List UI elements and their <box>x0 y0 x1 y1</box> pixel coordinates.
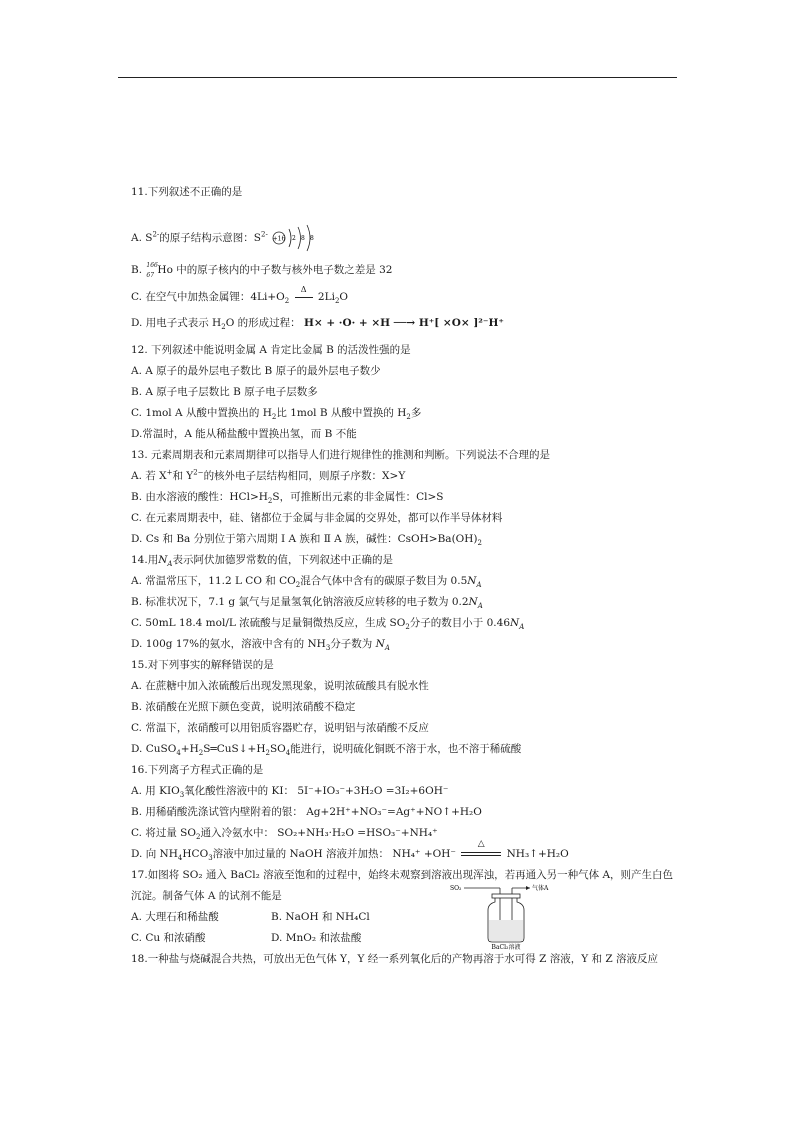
so2-inlet-label: SO₂ <box>450 885 462 892</box>
atomic-structure-diagram <box>271 224 319 252</box>
q15-option-c: C. 常温下，浓硝酸可以用铝质容器贮存，说明铝与浓硝酸不反应 <box>131 722 429 734</box>
q13-option-d: D. Cs 和 Ba 分别位于第六周期 Ⅰ A 族和 Ⅱ A 族，碱性：$CsOH>Ba(OH)_2$ <box>131 533 482 548</box>
shell-1-count: 2 <box>292 235 296 242</box>
q14-option-b: B. 标准状况下，7.1 g 氯气与足量氢氧化钠溶液反应转移的电子数为 $0.2N_A$ <box>131 596 483 611</box>
nucleus-label: +16 <box>272 235 286 243</box>
shell-3-count: 8 <box>310 235 314 242</box>
q16-option-b: B. 用稀硝酸洗涤试管内壁附着的银： Ag+2H⁺+NO₃⁻=Ag⁺+NO↑+H₂O <box>131 806 482 818</box>
q12-option-b: B. A 原子电子层数比 B 原子电子层数多 <box>131 386 318 398</box>
q12-option-c: C. 1mol A 从酸中置换出的 $H_2$比 1mol B 从酸中置换的 $H_2$多 <box>131 407 422 422</box>
shell-2-count: 8 <box>301 235 305 242</box>
gas-a-arrowhead <box>526 886 530 890</box>
q11-option-a: A. $S^{2-}$的原子结构示意图：$S^{2-}$ +16 2 8 8 <box>131 224 319 252</box>
q13-option-b: B. 由水溶液的酸性：$HCl>H_2S$，可推断出元素的非金属性：Cl>S <box>131 491 444 506</box>
q12-stem: 12. 下列叙述中能说明金属 A 肯定比金属 B 的活泼性强的是 <box>131 344 411 356</box>
q11-option-c: C. 在空气中加热金属锂：$4Li+O_2$ Δ $2Li_2O$ <box>131 285 349 306</box>
q15-option-a: A. 在蔗糖中加入浓硫酸后出现发黑现象，说明浓硫酸具有脱水性 <box>131 680 429 692</box>
heating-arrow: Δ <box>293 291 315 303</box>
q11-option-d: D. 用电子式表示 $H_2O$ 的形成过程： H× + ·O· + ×H ──→ H⁺[ ×O× ]²⁻H⁺ <box>131 317 504 332</box>
q12-option-d: D.常温时，A 能从稀盐酸中置换出氢，而 B 不能 <box>131 428 357 440</box>
gas-washing-bottle-figure <box>450 880 570 950</box>
q14-stem: 14.用$N_A$表示阿伏加德罗常数的值，下列叙述中正确的是 <box>131 554 393 569</box>
q14-option-d: D. 100g 17%的氨水，溶液中含有的 $NH_3$分子数为 $N_A$ <box>131 638 390 653</box>
q13-stem: 13. 元素周期表和元素周期律可以指导人们进行规律性的推测和判断。下列说法不合理的是 <box>131 449 551 461</box>
gas-a-label: 气体A <box>532 885 549 892</box>
heating-equals-sign: △ <box>459 848 503 860</box>
q16-option-c: C. 将过量 $SO_2$通入冷氨水中： SO₂+NH₃·H₂O =HSO₃⁻+NH₄⁺ <box>131 827 438 842</box>
q12-option-a: A. A 原子的最外层电子数比 B 原子的最外层电子数少 <box>131 365 381 377</box>
nuclide-notation: 166 67 <box>146 262 158 279</box>
q15-option-b: B. 浓硝酸在光照下颜色变黄，说明浓硝酸不稳定 <box>131 701 356 713</box>
electron-dot-formula: H× + ·O· + ×H ──→ H⁺[ ×O× ]²⁻H⁺ <box>303 317 504 329</box>
q11-option-b: B. 166 67 Ho 中的原子核内的中子数与核外电子数之差是 32 <box>131 262 393 279</box>
q18-stem: 18.一种盐与烧碱混合共热，可放出无色气体 Y，Y 经一系列氧化后的产物再溶于水可得 Z 溶液，Y 和 Z 溶液反应 <box>131 953 658 965</box>
q11-stem: 11.下列叙述不正确的是 <box>131 186 243 198</box>
q14-option-a: A. 常温常压下，11.2 L CO 和 $CO_2$混合气体中含有的碳原子数目为 $0.5N_A$ <box>131 575 482 590</box>
q15-option-d: D. $CuSO_4+H_2S═CuS↓+H_2SO_4$能进行，说明硫化铜既不溶于水，也不溶于稀硫酸 <box>131 743 522 758</box>
q17-option-c: C. Cu 和浓硝酸 <box>131 932 206 944</box>
q14-option-c: C. 50mL 18.4 mol/L 浓硫酸与足量铜微热反应，生成 $SO_2$分子的数目小于 $0.46N_A$ <box>131 617 525 632</box>
q17-option-b: B. NaOH 和 NH₄Cl <box>271 911 370 923</box>
q13-option-a: A. 若 X+和 $Y^{2-}$的核外电子层结构相同，则原子序数：X>Y <box>131 468 406 482</box>
bottle-solution <box>489 920 523 941</box>
header-rule <box>118 77 677 78</box>
q17-option-d: D. MnO₂ 和浓盐酸 <box>271 932 362 944</box>
bottle-label: BaCl₂溶液 <box>491 944 521 950</box>
q17-option-a: A. 大理石和稀盐酸 <box>131 911 219 923</box>
q15-stem: 15.对下列事实的解释错误的是 <box>131 659 274 671</box>
q16-option-d: D. 向 $NH_4HCO_3$溶液中加过量的 NaOH 溶液并加热： NH₄⁺ +OH⁻ △ NH₃↑+H₂O <box>131 839 569 863</box>
q16-option-a: A. 用 $KIO_3$氧化酸性溶液中的 KI： 5I⁻+IO₃⁻+3H₂O =3I₂+6OH⁻ <box>131 785 449 800</box>
q16-stem: 16.下列离子方程式正确的是 <box>131 764 264 776</box>
q13-option-c: C. 在元素周期表中，硅、锗都位于金属与非金属的交界处，都可以作半导体材料 <box>131 512 503 524</box>
bottle-stopper <box>492 894 520 898</box>
q17-stem-line2: 沉淀。制备气体 A 的试剂不能是 <box>131 890 282 902</box>
q17-stem-line1: 17.如图将 SO₂ 通入 BaCl₂ 溶液至饱和的过程中，始终未观察到溶液出现浑浊，若再通入另一种气体 A，则产生白色 <box>131 869 674 881</box>
